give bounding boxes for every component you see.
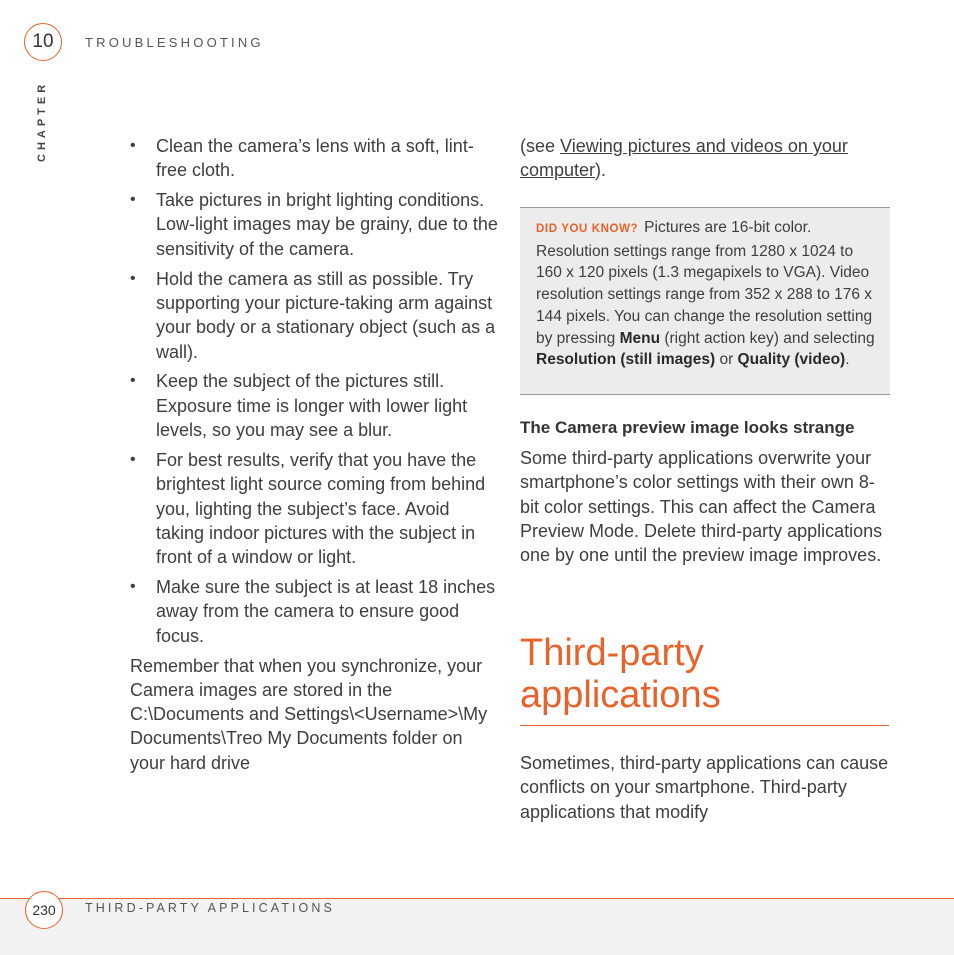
did-you-know-box: [520, 207, 890, 395]
tips-list: [130, 134, 500, 648]
chapter-number: 10: [32, 31, 54, 52]
list-item: • Hold the camera as still as possible. Try supporting your picture-taking arm against your body or a stationary object (such as a wall).: [130, 267, 500, 364]
section-title-rule: [520, 725, 889, 726]
list-item: • Clean the camera’s lens with a soft, lint-free cloth.: [130, 134, 500, 183]
menu-key-name: Menu: [619, 329, 661, 347]
quality-option: Quality (video): [737, 351, 846, 369]
page-number-badge: [25, 891, 63, 929]
did-you-know-label: DID YOU KNOW?: [536, 223, 639, 235]
page-number: 230: [32, 902, 56, 918]
subheading-body: Some third-party applications overwrite your smartphone’s color settings with their own 8-bit color settings. This can affect the Camera Preview Mode. Delete third-party applications one by one until the preview image improves.: [520, 448, 883, 566]
list-item: • Keep the subject of the pictures still. Exposure time is longer with lower light levels, so you may see a blur.: [130, 369, 500, 442]
resolution-option: Resolution (still images): [536, 351, 716, 369]
right-column-continuation: [520, 134, 890, 183]
running-footer: THIRD-PARTY APPLICATIONS: [85, 901, 335, 915]
viewing-pictures-link[interactable]: Viewing pictures and videos on your computer: [520, 136, 848, 181]
chapter-label: CHAPTER: [36, 80, 48, 162]
running-header: TROUBLESHOOTING: [85, 35, 264, 50]
did-you-know-text: Pictures are 16-bit color. Resolution settings range from 1280 x 1024 to 160 x 120 pixels (1.3 megapixels to VGA). Video resolution settings range from 352 x 288 to 176 x 144 pixels. You can change the resolution setting by pressing: [536, 219, 873, 347]
list-item: • Make sure the subject is at least 18 inches away from the camera to ensure good focus.: [130, 575, 500, 648]
section-title: Third-party applications: [520, 632, 721, 716]
did-you-know-text: or: [715, 351, 738, 369]
section-intro: Sometimes, third-party applications can cause conflicts on your smartphone. Third-party applications that modify: [520, 753, 889, 822]
list-item: • For best results, verify that you have the brightest light source coming from behind you, lighting the subject’s face. Avoid taking indoor pictures with the subject in front of a window or light.: [130, 448, 500, 569]
continuation-paragraph: [520, 134, 890, 183]
subheading: The Camera preview image looks strange: [520, 418, 855, 437]
did-you-know-text: .: [845, 351, 850, 369]
did-you-know-text: (right action key) and selecting: [660, 329, 875, 347]
continuation-suffix: ).: [595, 160, 607, 181]
closing-paragraph: Remember that when you synchronize, your Camera images are stored in the C:\Documents and Settings\<Username>\My Documents\Treo My Documents folder on your hard drive: [130, 655, 488, 773]
continuation-prefix: (see: [520, 136, 561, 156]
left-column: [130, 134, 500, 775]
chapter-number-badge: [24, 23, 62, 61]
list-item: • Take pictures in bright lighting conditions. Low-light images may be grainy, due to the sensitivity of the camera.: [130, 188, 500, 261]
